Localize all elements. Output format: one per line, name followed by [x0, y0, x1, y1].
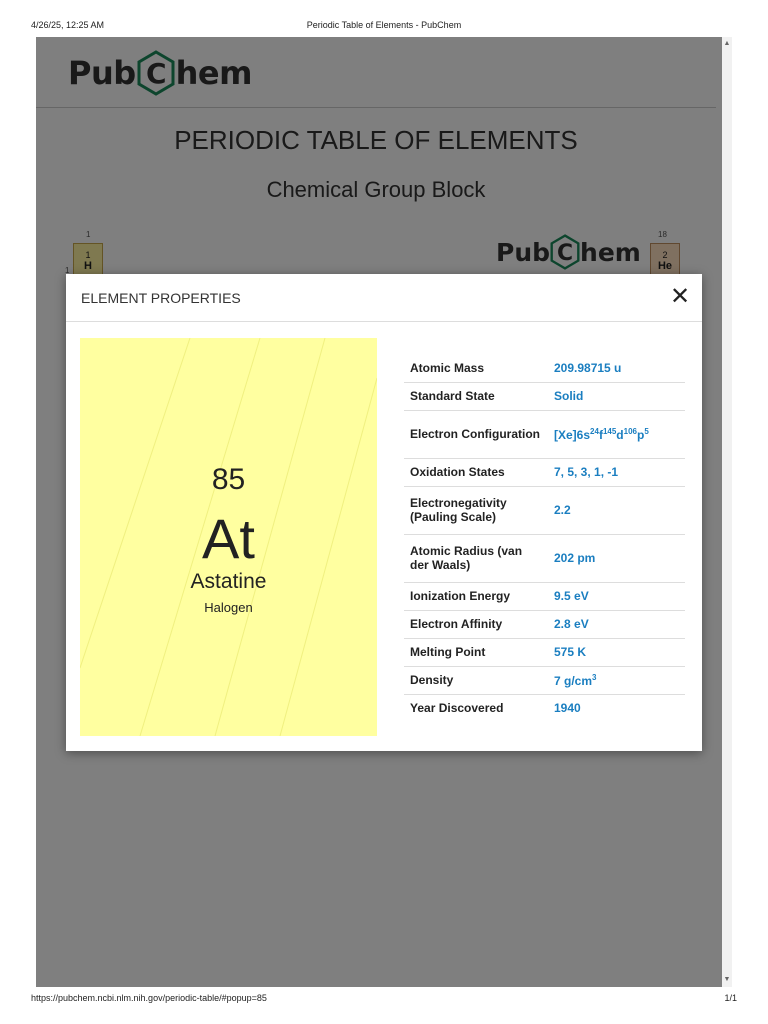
property-row	[404, 638, 685, 666]
property-value: 9.5 eV	[548, 582, 685, 610]
scrollbar[interactable]	[722, 37, 732, 987]
property-row	[404, 458, 685, 486]
print-title: Periodic Table of Elements - PubChem	[306, 20, 462, 30]
modal-header	[66, 274, 702, 322]
property-label: Atomic Radius (van der Waals)	[404, 534, 548, 582]
element-category: Halogen	[204, 600, 253, 615]
property-label: Year Discovered	[410, 701, 504, 716]
element-symbol: At	[202, 507, 255, 570]
print-url: https://pubchem.ncbi.nlm.nih.gov/periodic-table/#popup=85	[31, 993, 267, 1003]
property-label: Electron Configuration	[404, 410, 548, 458]
property-value: 575 K	[548, 638, 685, 666]
property-row	[404, 354, 685, 382]
property-row	[404, 694, 685, 722]
element-properties-modal	[66, 274, 702, 751]
property-value: 2.8 eV	[548, 610, 685, 638]
property-label: Density	[404, 666, 548, 694]
property-value: Solid	[548, 382, 685, 410]
property-row	[404, 610, 685, 638]
scroll-down-icon[interactable]: ▼	[723, 976, 731, 983]
element-card	[80, 338, 377, 736]
modal-title: ELEMENT PROPERTIES	[81, 290, 241, 306]
close-icon[interactable]: ✕	[669, 283, 691, 310]
property-value: 202 pm	[548, 534, 685, 582]
property-value: 7 $g/cm^3$	[548, 666, 685, 694]
print-date: 4/26/25, 12:25 AM	[31, 20, 105, 30]
property-row	[404, 582, 685, 610]
property-value: 7, 5, 3, 1, -1	[548, 458, 685, 486]
property-label: Oxidation States	[404, 458, 548, 486]
property-row	[404, 666, 685, 694]
scroll-up-icon[interactable]: ▲	[723, 40, 731, 47]
property-value: 209.98715 u	[548, 354, 685, 382]
property-row	[404, 410, 685, 458]
element-name: Astatine	[190, 570, 267, 593]
property-row	[404, 382, 685, 410]
property-label: Standard State	[404, 382, 548, 410]
property-row	[404, 534, 685, 582]
property-label: Electron Affinity	[404, 610, 548, 638]
properties-table	[404, 354, 685, 722]
print-header	[0, 18, 768, 32]
property-value: $[Xe]6s^{24}f^{145}d^{106}p^5$	[548, 410, 685, 458]
property-row	[404, 486, 685, 534]
browser-viewport	[36, 37, 732, 987]
property-label: Atomic Mass	[404, 354, 548, 382]
print-page-count: 1/1	[724, 993, 737, 1003]
property-label: Ionization Energy	[404, 582, 548, 610]
atomic-number: 85	[211, 463, 246, 496]
property-label: Melting Point	[404, 638, 548, 666]
property-value: 1940	[554, 701, 581, 716]
property-label: Electronegativity (Pauling Scale)	[404, 486, 548, 534]
property-value: 2.2	[548, 486, 685, 534]
